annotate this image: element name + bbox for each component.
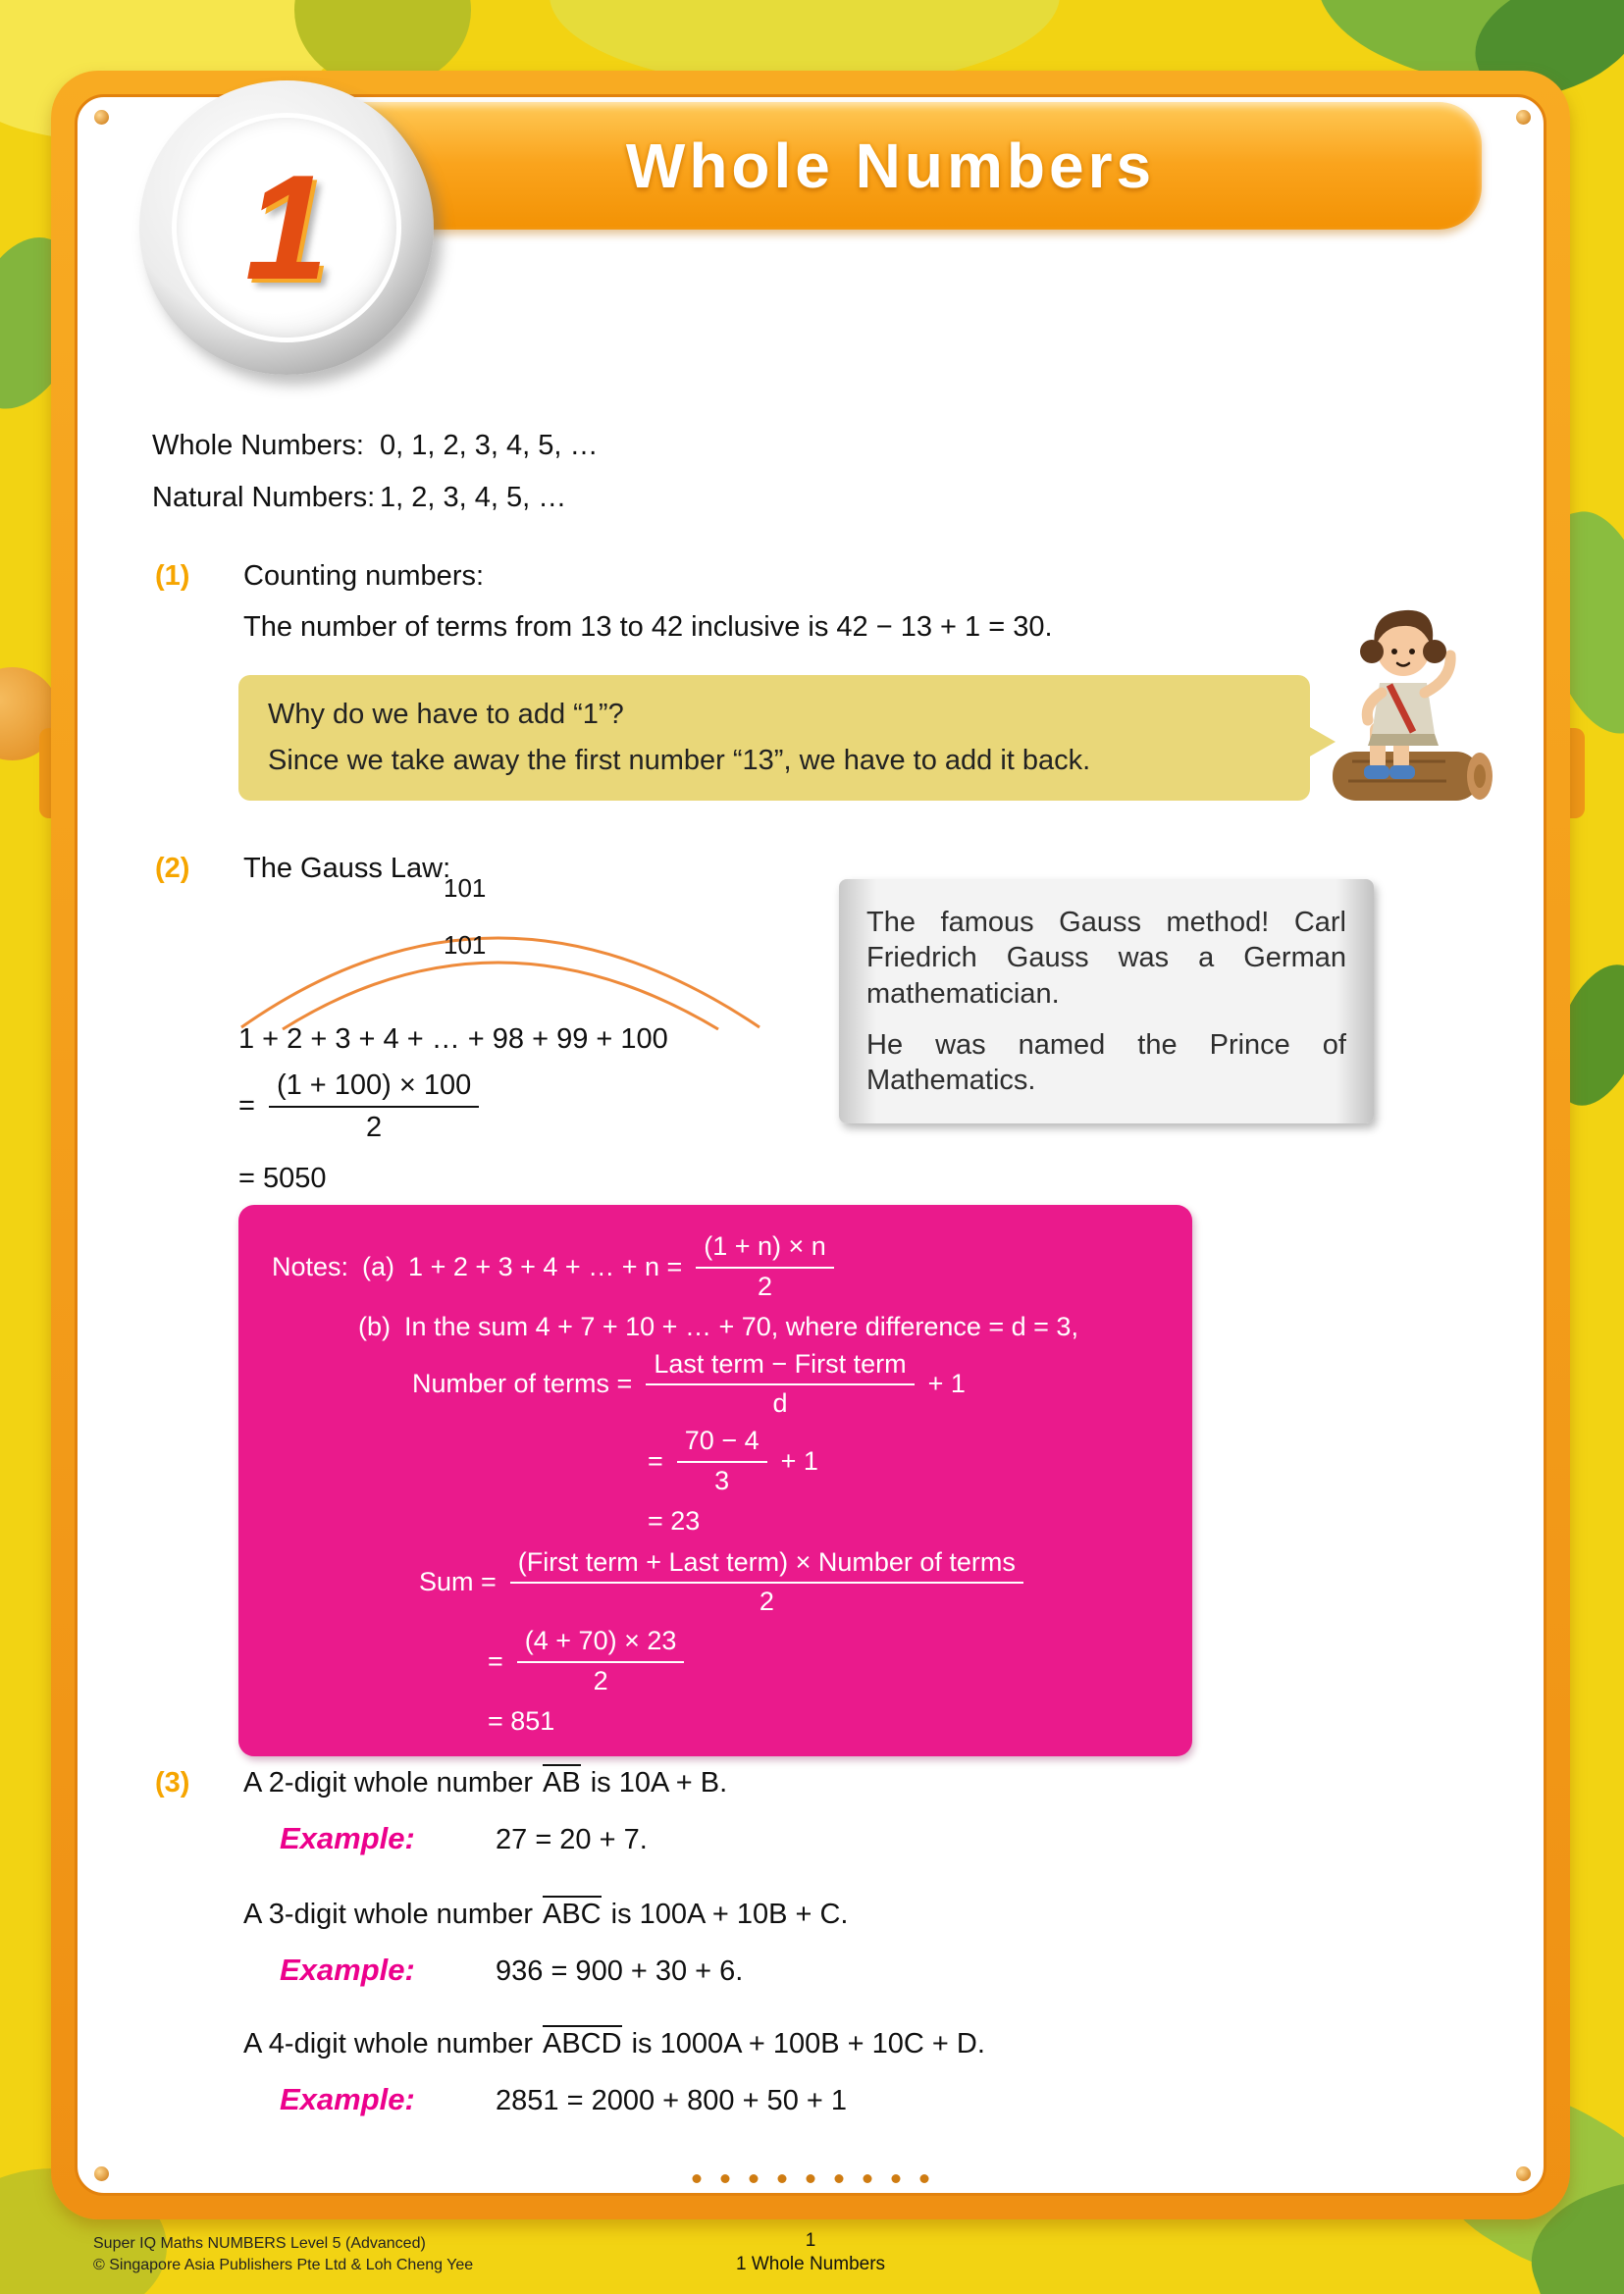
corner-screw (1516, 110, 1531, 125)
notes-box (238, 1205, 1192, 1756)
note-a-expression: 1 + 2 + 3 + 4 + … + n = (408, 1251, 683, 1281)
chapter-number-badge (139, 80, 434, 375)
chapter-title-banner (299, 102, 1482, 230)
chapter-number: 1 (244, 143, 329, 311)
gauss-info-paragraph-2: He was named the Prince of Mathematics. (866, 1028, 1346, 1096)
speech-bubble-line-2: Since we take away the first number “13”, we have to add it back. (268, 745, 1091, 776)
notes-row-b-intro (260, 1312, 1171, 1342)
example-3-value: 2851 = 2000 + 800 + 50 + 1 (496, 2085, 847, 2116)
digit3-variable: ABC (543, 1896, 602, 1931)
digit4-variable: ABCD (543, 2025, 622, 2060)
section-1-title: Counting numbers: (243, 560, 485, 592)
speech-bubble-line-1: Why do we have to add “1”? (268, 699, 624, 730)
note-a-label: (a) (362, 1251, 395, 1281)
terms-result: = 23 (648, 1505, 701, 1536)
footer-center (736, 2229, 885, 2276)
page-title: Whole Numbers (625, 130, 1156, 201)
section-2-number: (2) (155, 853, 190, 884)
digit4-post: is 1000A + 100B + 10C + D. (631, 2028, 985, 2059)
section-2-title: The Gauss Law: (243, 853, 451, 884)
number-of-terms-row (260, 1348, 1171, 1422)
digit4-pre: A 4-digit whole number (243, 2028, 533, 2059)
note-b-label: (b) (358, 1311, 391, 1341)
natural-numbers-definition (152, 482, 598, 514)
sum-label: Sum = (419, 1567, 497, 1597)
gauss-result: = 5050 (238, 1163, 327, 1194)
sum-result: = 851 (488, 1705, 555, 1736)
gauss-info-paragraph-1: The famous Gauss method! Carl Friedrich Gauss was a German mathematician. (866, 907, 1346, 1010)
sum-step-2-row (260, 1625, 1171, 1698)
digit3-pre: A 3-digit whole number (243, 1899, 533, 1930)
decorative-dots (693, 2174, 929, 2183)
terms-step-2-equals: = (648, 1445, 663, 1476)
notes-label: Notes: (272, 1251, 349, 1281)
note-a-fraction: $\frac{(1 + n) \times n}{2}$ (696, 1230, 834, 1304)
girl-illustration (1313, 597, 1504, 822)
section-3-line-3 (243, 2025, 985, 2060)
natural-numbers-value: 1, 2, 3, 4, 5, … (380, 482, 567, 513)
gauss-fraction-line (238, 1068, 479, 1146)
example-row-1 (280, 1821, 648, 1856)
definitions-block (152, 430, 598, 514)
example-2-label: Example: (280, 1953, 415, 1987)
section-1-heading (155, 557, 1431, 596)
section-1-body: The number of terms from 13 to 42 inclusive is 42 − 13 + 1 = 30. (243, 611, 1053, 643)
sum-step-2-fraction: $\frac{(4 + 70) \times 23}{2}$ (517, 1625, 685, 1698)
terms-step-3-row (260, 1506, 1171, 1537)
natural-numbers-label: Natural Numbers: (152, 482, 376, 513)
terms-suffix: + 1 (927, 1369, 966, 1399)
page-number: 1 (805, 2230, 816, 2251)
whole-numbers-value: 0, 1, 2, 3, 4, 5, … (380, 430, 599, 461)
corner-screw (94, 110, 109, 125)
terms-step-2-row (260, 1425, 1171, 1498)
terms-label: Number of terms = (412, 1369, 633, 1399)
terms-step-2-suffix: + 1 (780, 1445, 818, 1476)
gauss-fraction-denominator: 2 (366, 1112, 383, 1144)
digit2-variable: AB (543, 1764, 581, 1799)
section-3-line-1 (155, 1764, 1480, 1799)
sum-result-row (260, 1706, 1171, 1737)
footer-left (93, 2233, 473, 2275)
section-3-line-2 (243, 1896, 848, 1931)
gauss-fraction (269, 1068, 479, 1146)
digit3-post: is 100A + 10B + C. (610, 1899, 849, 1930)
equals-sign: = (238, 1090, 255, 1122)
sum-row (260, 1546, 1171, 1620)
gauss-arcs-diagram (236, 888, 765, 1030)
example-3-label: Example: (280, 2082, 415, 2116)
sum-step-2-equals: = (488, 1645, 503, 1676)
example-2-value: 936 = 900 + 30 + 6. (496, 1955, 744, 1987)
whole-numbers-definition (152, 430, 598, 462)
corner-screw (1516, 2166, 1531, 2181)
section-3-number: (3) (155, 1767, 190, 1799)
chapter-number-badge-inner (172, 113, 401, 342)
terms-fraction: $\frac{\text{Last term − First term}}{d}$ (646, 1348, 914, 1422)
whole-numbers-label: Whole Numbers: (152, 430, 364, 461)
gauss-fraction-numerator: (1 + 100) × 100 (269, 1068, 479, 1108)
digit2-pre: A 2-digit whole number (243, 1767, 533, 1799)
chapter-reference: 1 Whole Numbers (735, 2253, 886, 2274)
example-1-value: 27 = 20 + 7. (496, 1824, 648, 1855)
footer-copyright: © Singapore Asia Publishers Pte Ltd & Loh Cheng Yee (93, 2256, 474, 2273)
note-b-intro: In the sum 4 + 7 + 10 + … + 70, where difference = d = 3, (404, 1311, 1078, 1341)
arc-label-inner: 101 (444, 930, 487, 960)
terms-step-2-fraction: $\frac{70 - 4}{3}$ (677, 1425, 767, 1498)
example-row-3 (280, 2082, 847, 2117)
example-1-label: Example: (280, 1821, 415, 1855)
example-row-2 (280, 1953, 743, 1988)
footer-series-title: Super IQ Maths NUMBERS Level 5 (Advanced) (93, 2235, 426, 2252)
speech-bubble (238, 675, 1310, 801)
gauss-series: 1 + 2 + 3 + 4 + … + 98 + 99 + 100 (238, 1023, 668, 1055)
digit2-post: is 10A + B. (590, 1767, 728, 1799)
notes-row-a (260, 1230, 1171, 1304)
arc-label-outer: 101 (444, 873, 487, 903)
section-1-number: (1) (155, 560, 190, 592)
gauss-info-box (839, 879, 1374, 1123)
corner-screw (94, 2166, 109, 2181)
sum-fraction: $\frac{\text{(First term + Last term) × Number of terms}}{2}$ (510, 1546, 1023, 1620)
